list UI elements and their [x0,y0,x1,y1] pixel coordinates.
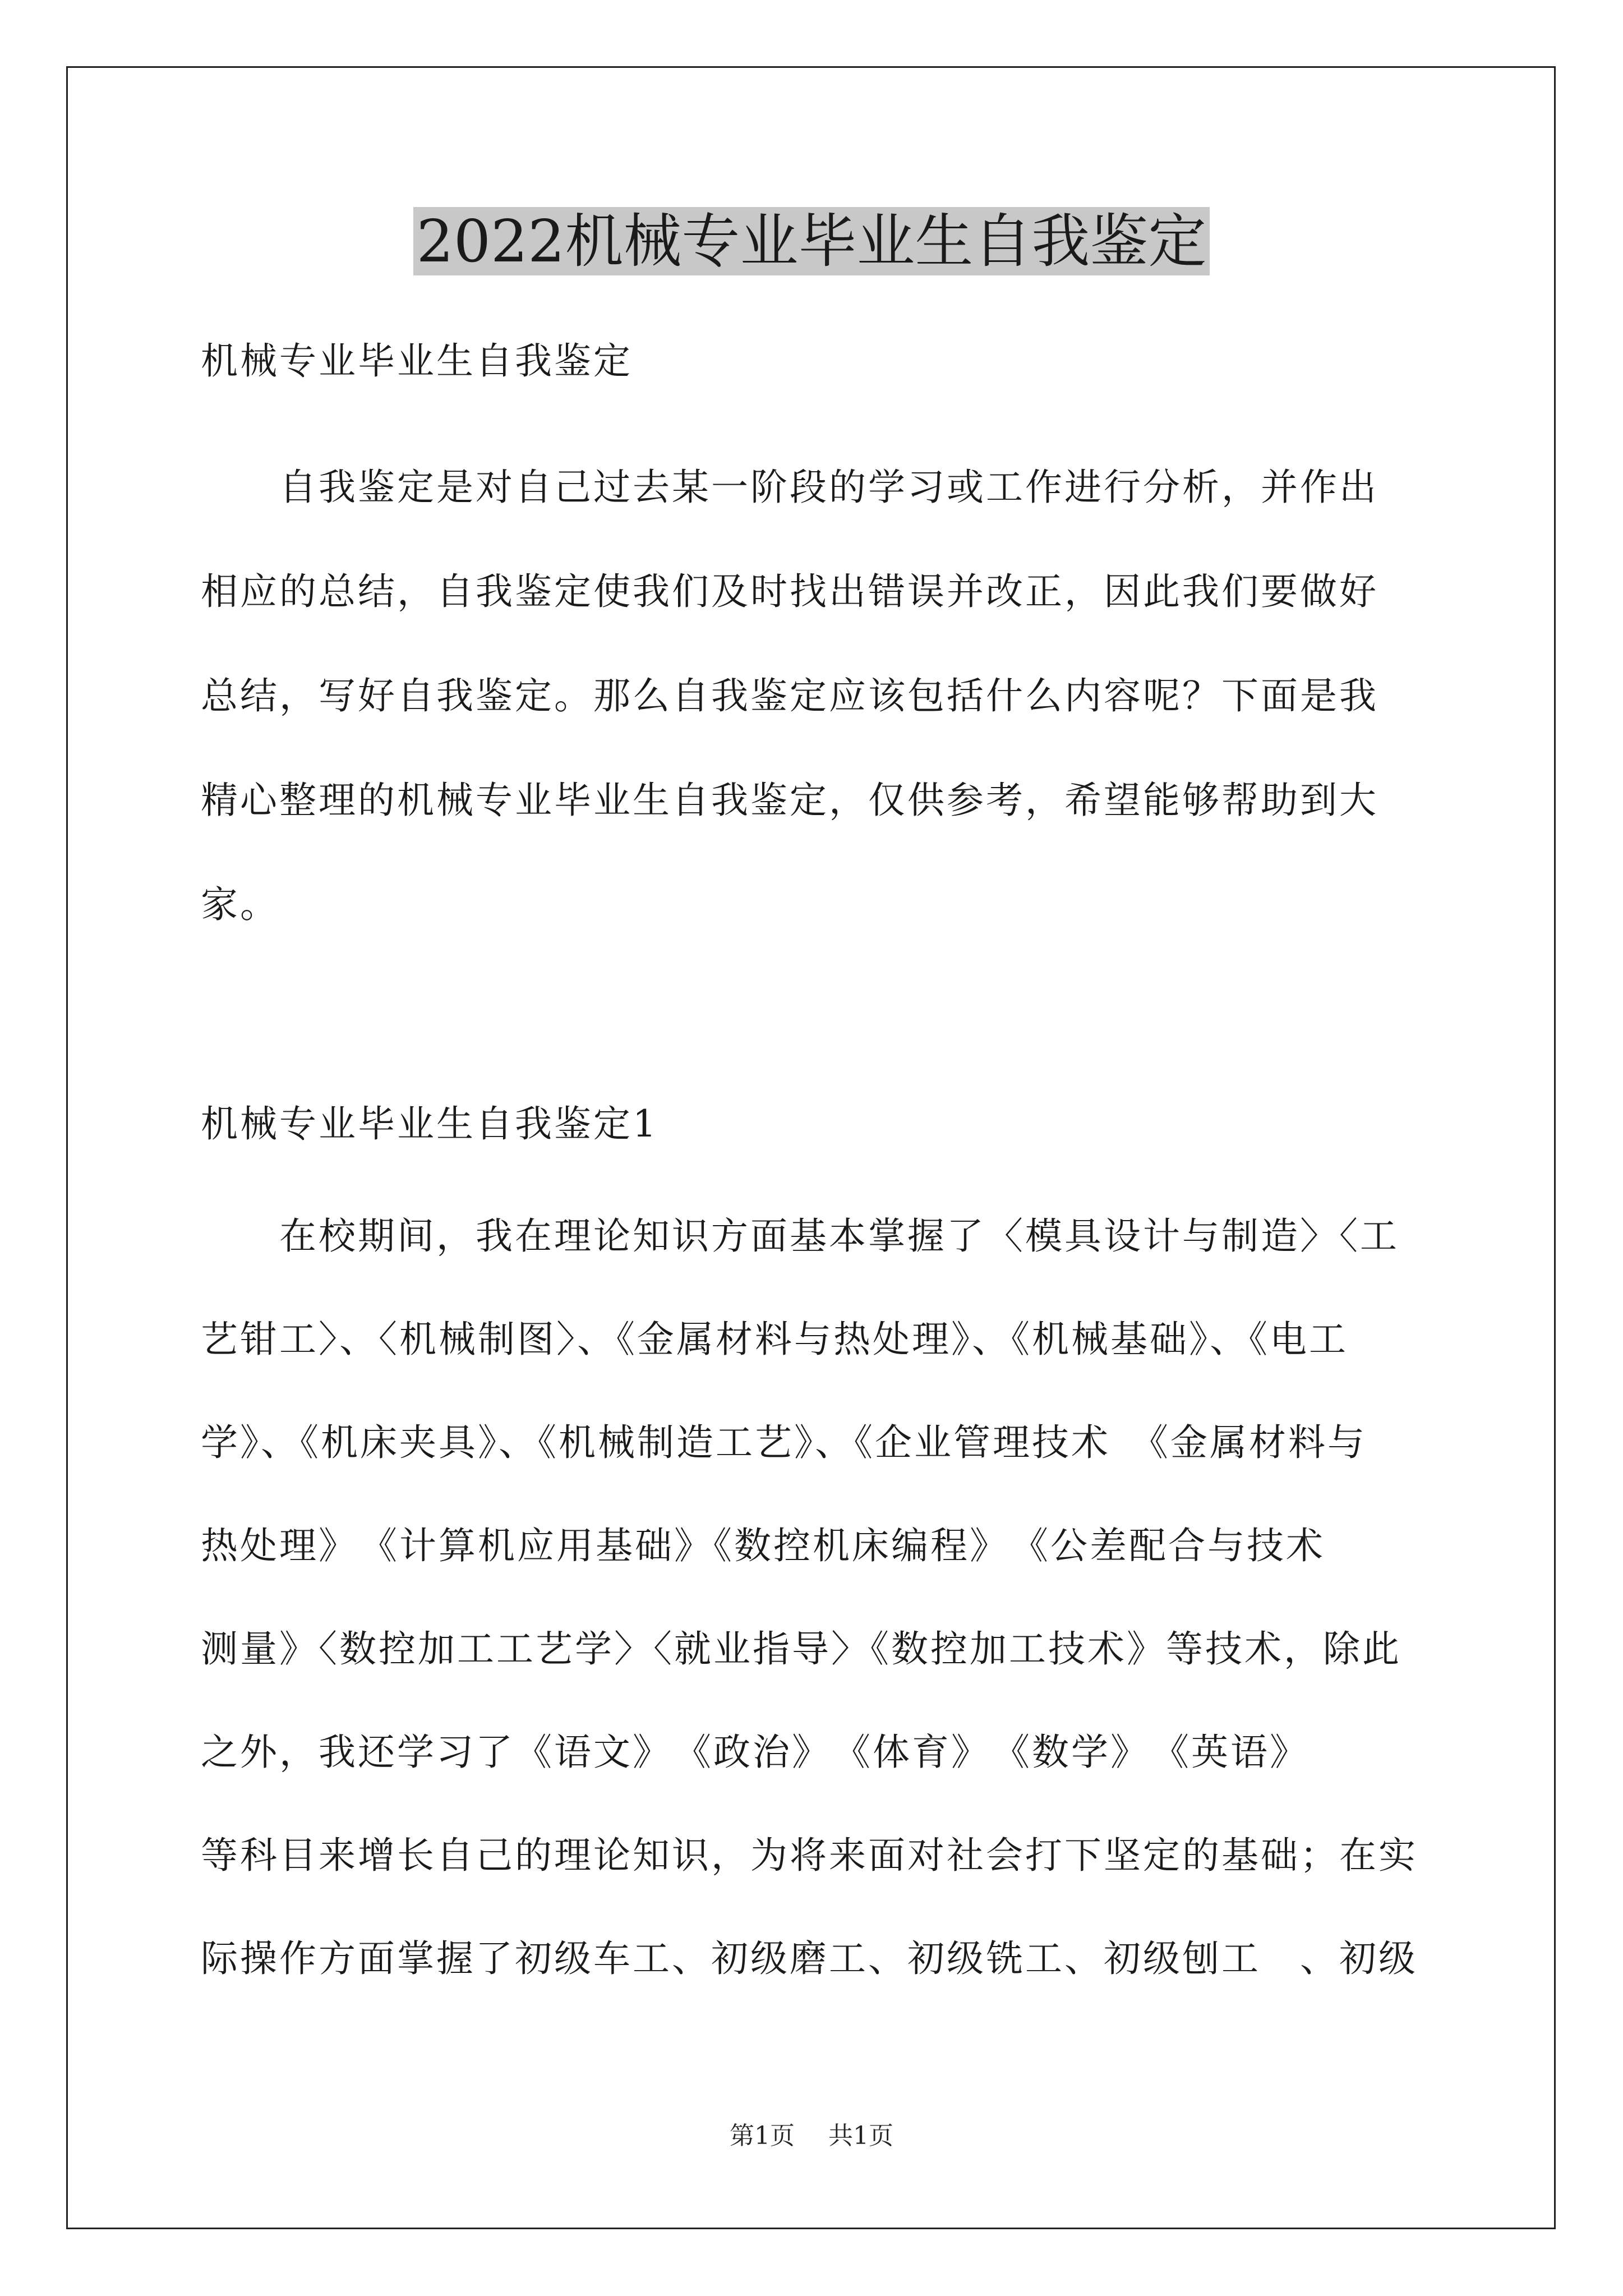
document-title [0,205,1623,278]
subtitle-line: 机械专业毕业生自我鉴定 [201,339,633,383]
paragraph-line: 家。 [201,883,279,926]
page-footer [0,2119,1623,2153]
paragraph-line: 热处理》 《计算机应用基础》《数控机床编程》 《公差配合与技术 [201,1524,1325,1567]
page-number-total: 共1页 [828,2122,893,2150]
paragraph-line: 精心整理的机械专业毕业生自我鉴定，仅供参考，希望能够帮助到大 [201,779,1378,822]
paragraph-line: 之外，我还学习了《语文》 《政治》 《体育》 《数学》 《英语》 [201,1731,1309,1774]
paragraph-line: 艺钳工〉、〈机械制图〉、《金属材料与热处理》、《机械基础》、《电工 [201,1318,1348,1361]
paragraph-line: 等科目来增长自己的理论知识，为将来面对社会打下坚定的基础；在实 [201,1834,1418,1877]
paragraph-line: 总结，写好自我鉴定。那么自我鉴定应该包括什么内容呢？下面是我 [201,674,1378,717]
page-number-current: 第1页 [730,2122,795,2150]
paragraph-line: 相应的总结，自我鉴定使我们及时找出错误并改正，因此我们要做好 [201,570,1378,613]
paragraph-line: 学》、《机床夹具》、《机械制造工艺》、《企业管理技术 《金属材料与 [201,1421,1367,1464]
document-title-text: 2022机械专业毕业生自我鉴定 [413,207,1210,275]
paragraph-line: 自我鉴定是对自己过去某一阶段的学习或工作进行分析，并作出 [201,466,1378,509]
paragraph-line: 际操作方面掌握了初级车工、初级磨工、初级铣工、初级刨工 、初级 [201,1937,1418,1980]
paragraph-line: 在校期间，我在理论知识方面基本掌握了〈模具设计与制造〉〈工 [201,1214,1399,1258]
paragraph-line: 测量》〈数控加工工艺学〉〈就业指导〉《数控加工技术》等技术，除此 [201,1627,1401,1671]
section-heading-text: 机械专业毕业生自我鉴定1 [201,1102,658,1145]
page-border [66,66,1556,2229]
